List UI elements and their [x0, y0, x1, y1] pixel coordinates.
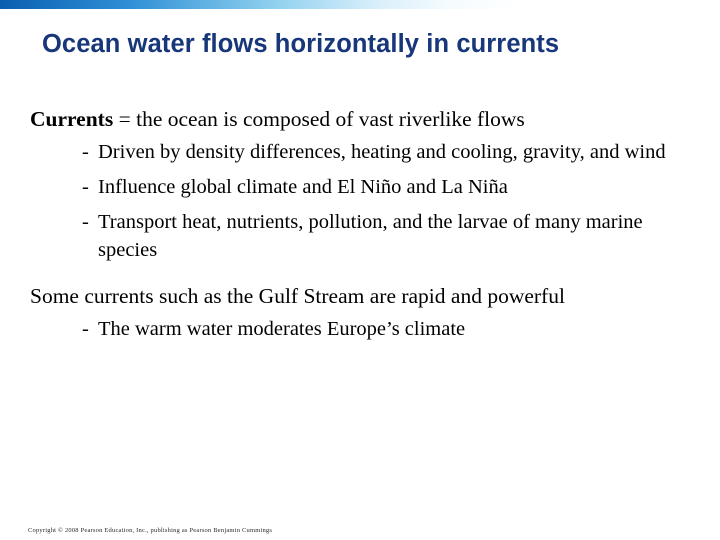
- page-title: [42, 30, 692, 58]
- list-item-text: Influence global climate and El Niño and La Niña: [98, 176, 508, 199]
- sub-bullet-list: [30, 139, 695, 263]
- sub-bullet-list-secondary: [30, 316, 695, 343]
- slide-top-accent-bar: [0, 0, 720, 9]
- bullet-group-primary: [30, 105, 695, 264]
- slide-title-text: Ocean water flows horizontally in currents: [42, 30, 560, 58]
- list-item: [60, 174, 695, 201]
- slide-body: [30, 105, 695, 351]
- list-item: [60, 139, 695, 166]
- bullet-level1-currents: [30, 105, 695, 133]
- list-item-text: Transport heat, nutrients, pollution, and the larvae of many marine species: [98, 211, 643, 261]
- bullet-lead-term: Currents: [30, 107, 114, 131]
- list-item-text: The warm water moderates Europe’s climate: [98, 317, 466, 340]
- list-item: [60, 316, 695, 343]
- bullet-lead-rest: = the ocean is composed of vast riverlike flows: [113, 107, 525, 131]
- dash-bullet-icon: -: [82, 176, 89, 199]
- dash-bullet-icon: -: [82, 211, 89, 234]
- list-item-text: Driven by density differences, heating and cooling, gravity, and wind: [98, 141, 666, 164]
- bullet-level1-text: Some currents such as the Gulf Stream are rapid and powerful: [30, 283, 565, 308]
- bullet-level1-gulf-stream: [30, 282, 695, 310]
- dash-bullet-icon: -: [82, 317, 89, 340]
- copyright-footer: Copyright © 2008 Pearson Education, Inc., publishing as Pearson Benjamin Cummings: [28, 527, 273, 534]
- dash-bullet-icon: -: [82, 141, 89, 164]
- bullet-group-secondary: [30, 282, 695, 343]
- list-item: [60, 209, 695, 263]
